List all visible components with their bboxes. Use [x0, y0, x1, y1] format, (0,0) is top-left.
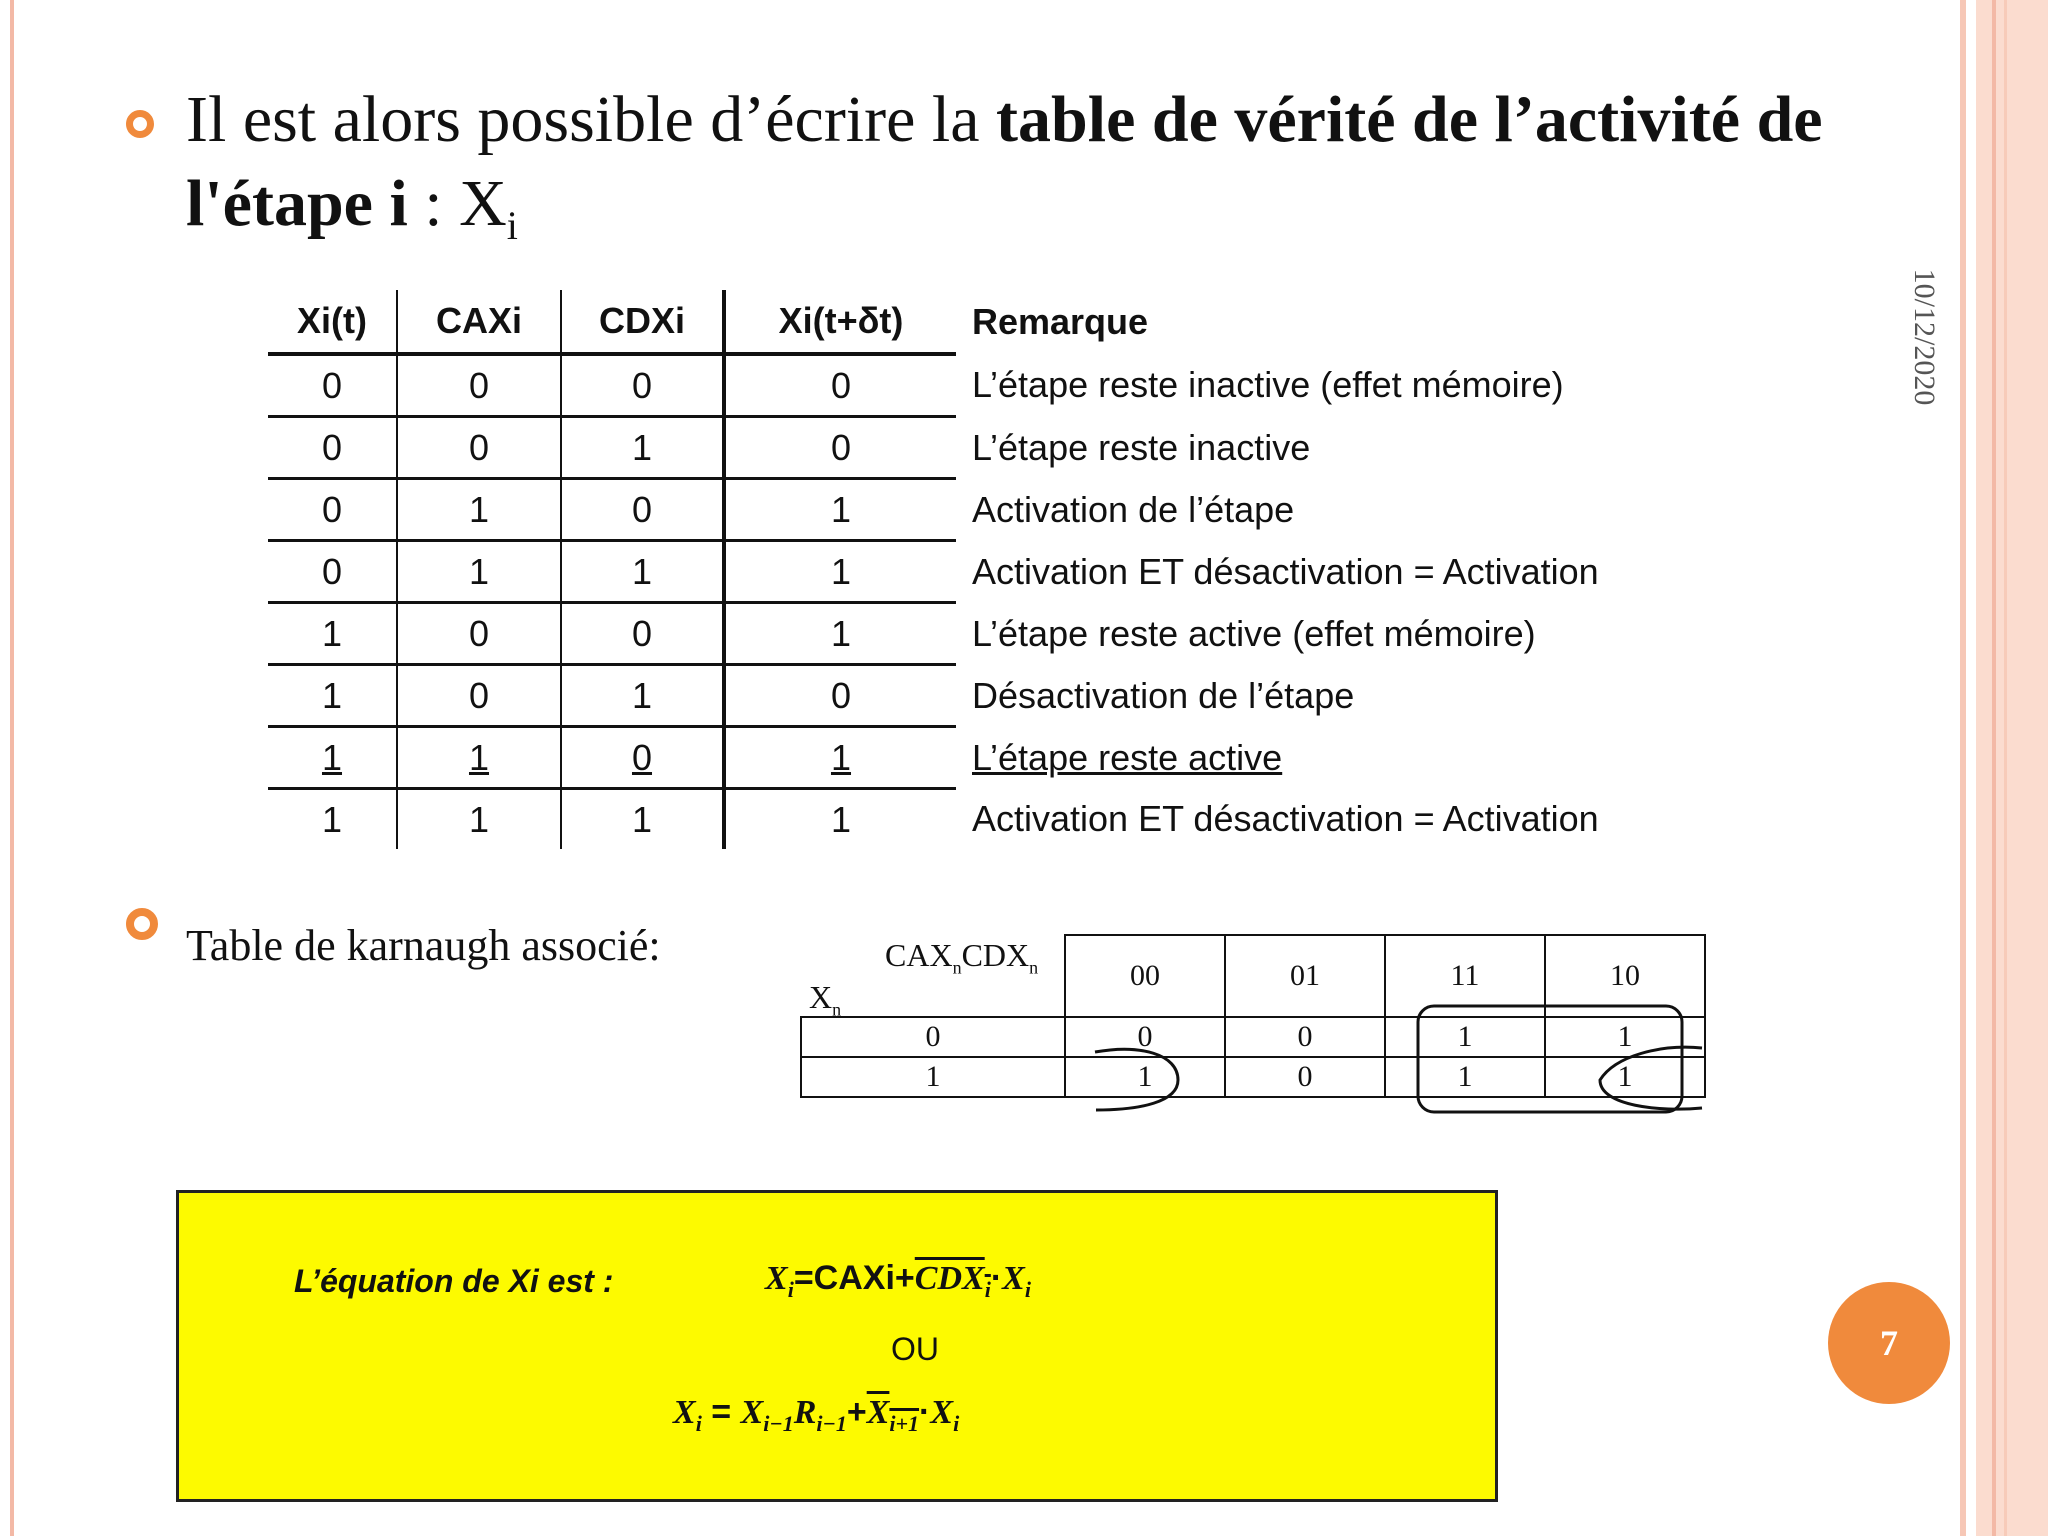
kmap-row: [801, 1057, 1705, 1097]
cell: 0: [268, 417, 397, 479]
kmap-cell: 0: [1065, 1017, 1225, 1057]
equation-2: $X_i = X_{i-1}R_{i-1}+X_{i+1}\cdot X_i$: [673, 1393, 960, 1436]
cell: 0: [724, 417, 956, 479]
slide-date: 10/12/2020: [1908, 268, 1941, 406]
kmap-cell: 0: [1225, 1017, 1385, 1057]
table-row: [268, 417, 1652, 479]
kmap-row-header: 1: [801, 1057, 1065, 1097]
table-row: [268, 789, 1652, 850]
cell: 0: [561, 727, 724, 789]
header-xi-next: Xi(t+δt): [724, 290, 956, 354]
kmap-cell: 1: [1545, 1017, 1705, 1057]
karnaugh-label: Table de karnaugh associé:: [186, 921, 661, 970]
cell: 1: [561, 541, 724, 603]
kmap-col-header: 01: [1225, 935, 1385, 1017]
equation-label: L’équation de Xi est :: [294, 1263, 614, 1299]
cell-remark: L’étape reste active (effet mémoire): [972, 612, 1536, 654]
header-cdxi: CDXi: [561, 290, 724, 354]
equation-box: [176, 1190, 1498, 1502]
cell: 0: [397, 417, 561, 479]
kmap-col-header: 00: [1065, 935, 1225, 1017]
cell-remark: Activation de l’étape: [972, 488, 1295, 530]
kmap-col-header: 11: [1385, 935, 1545, 1017]
slide-frame-right-band: [1976, 0, 2048, 1536]
kmap-top-variables: $CAX_nCDX_n$: [885, 937, 1039, 978]
header-caxi: CAXi: [397, 290, 561, 354]
intro-paragraph: [186, 78, 1886, 268]
cell: 1: [397, 479, 561, 541]
table-row: [268, 479, 1652, 541]
cell: 1: [561, 665, 724, 727]
cell: 0: [321, 364, 343, 406]
kmap-col-header: 10: [1545, 935, 1705, 1017]
cell: 0: [724, 354, 956, 417]
kmap-cell: 0: [1225, 1057, 1385, 1097]
kmap-cell: 1: [1385, 1017, 1545, 1057]
cell: 0: [724, 665, 956, 727]
kmap-row: [801, 1017, 1705, 1057]
intro-text-after: : X: [407, 167, 507, 240]
kmap-corner: [801, 935, 1065, 1020]
cell: 1: [397, 727, 561, 789]
cell: 1: [268, 603, 397, 665]
cell: 1: [561, 789, 724, 850]
cell-remark: Activation ET désactivation = Activation: [972, 550, 1599, 592]
intro-text: Il est alors possible d’écrire la: [186, 83, 997, 156]
cell: 0: [561, 354, 724, 417]
header-remarque: Remarque: [972, 301, 1149, 342]
cell: 0: [561, 479, 724, 541]
bullet-icon: [126, 110, 154, 138]
cell: 0: [397, 354, 561, 417]
cell: 1: [268, 727, 397, 789]
table-row: [268, 354, 1652, 417]
kmap-header-row: [801, 935, 1705, 1017]
cell: 0: [397, 603, 561, 665]
cell: 1: [724, 727, 956, 789]
cell-remark: L’étape reste inactive (effet mémoire): [972, 364, 1564, 406]
cell: 0: [561, 603, 724, 665]
kmap-cell: 1: [1385, 1057, 1545, 1097]
cell-remark: Désactivation de l’étape: [972, 674, 1355, 716]
slide-frame-right-line: [1992, 0, 1996, 1536]
slide-frame-left: [10, 0, 14, 1536]
kmap-row-header: 0: [801, 1017, 1065, 1057]
cell: 0: [268, 479, 397, 541]
kmap-cell: 1: [1545, 1057, 1705, 1097]
table-row: [268, 665, 1652, 727]
cell: 1: [561, 417, 724, 479]
karnaugh-map: [800, 934, 1706, 1098]
table-row: [268, 541, 1652, 603]
cell: 1: [724, 789, 956, 850]
cell-remark: L’étape reste active: [972, 736, 1283, 778]
cell: 1: [724, 541, 956, 603]
cell: 1: [268, 665, 397, 727]
header-xi-t: Xi(t): [268, 290, 397, 354]
table-row: [268, 727, 1652, 789]
slide-frame-right: [1960, 0, 1966, 1536]
intro-bold-text: table de vérité de l’activité de l'étape i: [186, 83, 1823, 240]
cell-remark: L’étape reste inactive: [972, 426, 1311, 468]
cell: 1: [397, 541, 561, 603]
cell: 1: [397, 789, 561, 850]
cell-remark: Activation ET désactivation = Activation: [972, 797, 1599, 839]
truth-table: [268, 290, 1652, 849]
table-row: [268, 603, 1652, 665]
bullet-icon: [126, 908, 158, 940]
page-number-badge: 7: [1828, 1282, 1950, 1404]
cell: 0: [397, 665, 561, 727]
cell: 1: [724, 603, 956, 665]
kmap-left-variable: $X_n$: [809, 979, 842, 1020]
cell: 1: [724, 479, 956, 541]
cell: 1: [268, 789, 397, 850]
slide-frame-right-line-2: [2004, 0, 2007, 1536]
equation-1: $X_i=CAXi+CDX_i\cdot X_i$: [765, 1259, 1031, 1302]
kmap-cell: 1: [1065, 1057, 1225, 1097]
intro-subscript: i: [506, 203, 518, 248]
equation-or: OU: [891, 1331, 939, 1367]
cell: 0: [268, 541, 397, 603]
truth-table-header: [268, 290, 1652, 354]
